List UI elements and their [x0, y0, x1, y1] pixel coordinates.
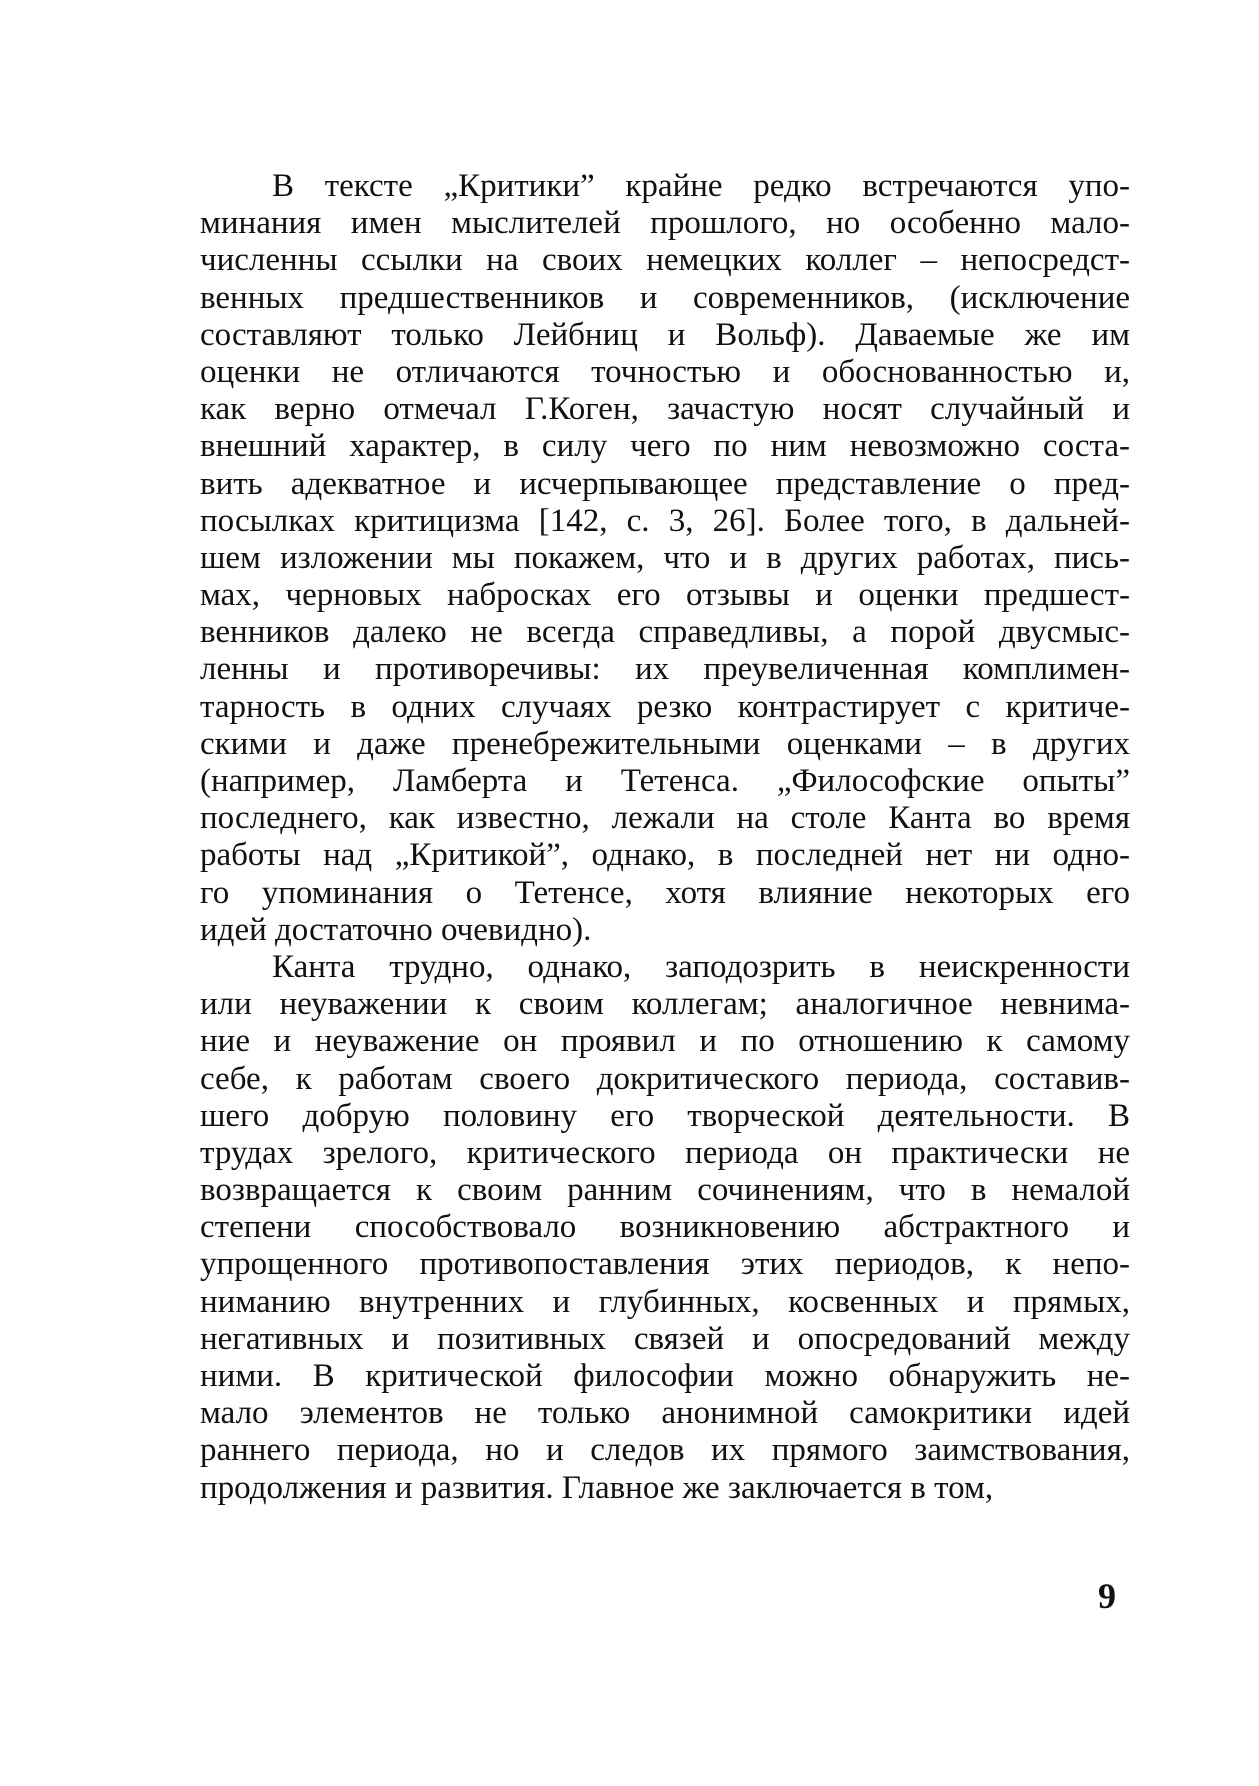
page-number: 9 — [1098, 1576, 1116, 1616]
text-line: или неуважении к своим коллегам; аналогичное невнима- — [200, 986, 1130, 1023]
text-line: ниманию внутренних и глубинных, косвенных и прямых, — [200, 1283, 1130, 1320]
text-line: возвращается к своим ранним сочинениям, что в немалой — [200, 1172, 1130, 1209]
paragraph — [200, 949, 1130, 1507]
text-line: мах, черновых набросках его отзывы и оценки предшест- — [200, 577, 1130, 614]
text-line: продолжения и развития. Главное же заключается в том, — [200, 1469, 994, 1506]
text-line: венников далеко не всегда справедливы, а порой двусмыс- — [200, 614, 1130, 651]
text-line: шем изложении мы покажем, что и в других работах, пись- — [200, 539, 1130, 576]
text-line: посылках критицизма [142, с. 3, 26]. Более того, в дальней- — [200, 502, 1130, 539]
text-line: В тексте „Критики” крайне редко встречаются упо- — [272, 168, 1130, 204]
text-line: скими и даже пренебрежительными оценками – в других — [200, 725, 1130, 762]
text-line: оценки не отличаются точностью и обоснованностью и, — [200, 353, 1130, 390]
text-line: ними. В критической философии можно обнаружить не- — [200, 1358, 1130, 1394]
text-line: ние и неуважение он проявил и по отношению к самому — [200, 1023, 1130, 1060]
text-line: Канта трудно, однако, заподозрить в неискренности — [272, 948, 1130, 985]
body-text — [200, 168, 1130, 1507]
text-line: как верно отмечал Г.Коген, зачастую носят случайный и — [200, 391, 1130, 428]
text-line: идей достаточно очевидно). — [200, 911, 592, 948]
text-line: раннего периода, но и следов их прямого заимствования, — [200, 1432, 1130, 1469]
text-line: внешний характер, в силу чего по ним невозможно соста- — [200, 428, 1130, 465]
text-line: себе, к работам своего докритического периода, составив- — [200, 1060, 1130, 1097]
text-line: минания имен мыслителей прошлого, но особенно мало- — [200, 205, 1130, 242]
text-line: степени способствовало возникновению абстрактного и — [200, 1209, 1130, 1246]
text-line: негативных и позитивных связей и опосредований между — [200, 1320, 1130, 1357]
text-line: (например, Ламберта и Тетенса. „Философские опыты” — [200, 763, 1130, 799]
text-line: численны ссылки на своих немецких коллег – непосредст- — [200, 242, 1130, 279]
text-line: ленны и противоречивы: их преувеличенная комплимен- — [200, 651, 1130, 688]
text-line: шего добрую половину его творческой деятельности. В — [200, 1097, 1130, 1134]
text-line: го упоминания о Тетенсе, хотя влияние некоторых его — [200, 874, 1130, 911]
paragraph — [200, 168, 1130, 949]
text-line: мало элементов не только анонимной самокритики идей — [200, 1395, 1130, 1432]
text-line: венных предшественников и современников, (исключение — [200, 279, 1130, 316]
text-line: составляют только Лейбниц и Вольф). Даваемые же им — [200, 316, 1130, 353]
text-line: вить адекватное и исчерпывающее представление о пред- — [200, 465, 1130, 502]
text-line: упрощенного противопоставления этих периодов, к непо- — [200, 1246, 1130, 1283]
text-line: последнего, как известно, лежали на столе Канта во время — [200, 800, 1130, 837]
text-line: тарность в одних случаях резко контрастирует с критиче- — [200, 688, 1130, 725]
text-line: трудах зрелого, критического периода он практически не — [200, 1134, 1130, 1171]
text-line: работы над „Критикой”, однако, в последней нет ни одно- — [200, 837, 1130, 874]
